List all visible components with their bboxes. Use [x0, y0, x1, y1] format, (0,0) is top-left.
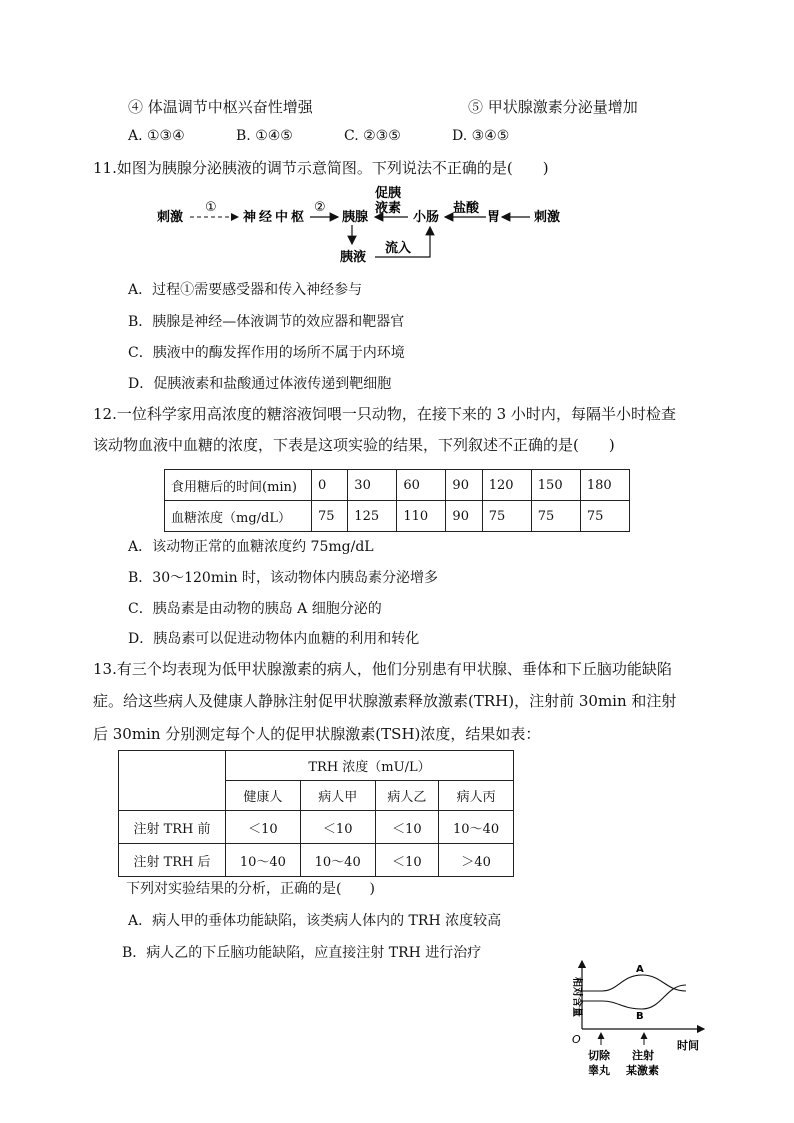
q13-tsh-table: [118, 750, 514, 877]
table-cell: 90: [446, 501, 482, 532]
graph-x-label: 时间: [677, 1039, 699, 1052]
q13-option-a: A．病人甲的垂体功能缺陷，该类病人体内的 TRH 浓度较高: [128, 913, 502, 929]
table-col-header: 病人丙: [439, 781, 514, 811]
q10-choice-a: A. ①③④: [128, 128, 185, 144]
diagram-secretin-top: 促胰: [375, 186, 402, 201]
diagram-label-1: ①: [205, 200, 217, 215]
table-cell: 150: [531, 470, 580, 501]
q11-option-b: B．胰腺是神经—体液调节的效应器和靶器官: [128, 314, 405, 330]
table-col-header: 病人甲: [300, 781, 375, 811]
q12-blood-glucose-table: [164, 469, 630, 532]
table-row: [119, 751, 514, 781]
q12-option-c: C．胰岛素是由动物的胰岛 A 细胞分泌的: [128, 601, 382, 617]
q12-option-d: D．胰岛素可以促进动物体内血糖的利用和转化: [128, 631, 420, 647]
table-cell: ＜10: [226, 811, 301, 844]
q10-option-4: ④ 体温调节中枢兴奋性增强: [128, 98, 313, 116]
graph-event1-line2: 睾丸: [588, 1064, 610, 1077]
q10-choice-d: D. ③④⑤: [452, 128, 510, 144]
q11-option-c: C．胰液中的酶发挥作用的场所不属于内环境: [128, 345, 405, 361]
table-header: TRH 浓度（mU/L）: [226, 751, 514, 781]
q10-choice-c: C. ②③⑤: [344, 128, 401, 144]
table-col-header: 健康人: [226, 781, 301, 811]
graph-origin: O: [572, 1033, 581, 1046]
q10-option-5: ⑤ 甲状腺激素分泌量增加: [468, 98, 638, 116]
diagram-pancreatic-juice: 胰液: [340, 250, 367, 265]
diagram-stimulus-right: 刺激: [534, 210, 561, 225]
hormone-content-graph: [558, 955, 718, 1080]
diagram-hydrochloric-acid: 盐酸: [453, 201, 480, 216]
table-row-label: 注射 TRH 前: [119, 811, 226, 844]
q12-stem-line2: 该动物血液中血糖的浓度，下表是这项实验的结果，下列叙述不正确的是( ): [93, 436, 615, 454]
q13-option-b: B．病人乙的下丘脑功能缺陷，应直接注射 TRH 进行治疗: [122, 945, 482, 961]
graph-event2-line1: 注射: [632, 1049, 654, 1062]
table-cell: 10～40: [300, 844, 375, 877]
table-row-label: 食用糖后的时间(min): [165, 470, 312, 501]
graph-curve-b: [582, 985, 686, 1009]
table-row: [119, 844, 514, 877]
table-cell: 0: [312, 470, 348, 501]
table-cell: 75: [482, 501, 531, 532]
q13-stem-line2: 症。给这些病人及健康人静脉注射促甲状腺激素释放激素(TRH)，注射前 30min 和注射: [93, 692, 677, 710]
table-col-header: 病人乙: [375, 781, 439, 811]
table-row: [119, 811, 514, 844]
table-cell: ＜10: [375, 811, 439, 844]
graph-event2-line2: 某激素: [626, 1064, 659, 1077]
diagram-secretin-bottom: 液素: [375, 201, 402, 216]
diagram-small-intestine: 小肠: [413, 210, 440, 225]
table-cell: 10～40: [439, 811, 514, 844]
table-cell: 125: [348, 501, 397, 532]
q13-analysis: 下列对实验结果的分析，正确的是( ): [126, 881, 375, 897]
diagram-stimulus-left: 刺激: [157, 210, 184, 225]
table-cell: ＞40: [439, 844, 514, 877]
table-cell: 120: [482, 470, 531, 501]
graph-y-label: 相对含量: [571, 977, 582, 1017]
q13-stem-line1: 13.有三个均表现为低甲状腺激素的病人，他们分别患有甲状腺、垂体和下丘脑功能缺陷: [93, 660, 672, 678]
table-row-label: 注射 TRH 后: [119, 844, 226, 877]
diagram-pancreas: 胰腺: [342, 210, 369, 225]
diagram-stomach: 胃: [487, 210, 501, 225]
table-cell: 75: [312, 501, 348, 532]
q11-option-a: A．过程①需要感受器和传入神经参与: [128, 282, 363, 298]
q13-stem-line3: 后 30min 分别测定每个人的促甲状腺激素(TSH)浓度，结果如表：: [93, 725, 541, 743]
graph-curve-a: [582, 975, 686, 991]
q12-option-a: A．该动物正常的血糖浓度约 75mg/dL: [128, 539, 374, 555]
q11-option-d: D．促胰液素和盐酸通过体液传递到靶细胞: [128, 376, 392, 392]
q12-stem-line1: 12.一位科学家用高浓度的糖溶液饲喂一只动物，在接下来的 3 小时内，每隔半小时检查: [93, 405, 676, 423]
table-cell: 60: [397, 470, 446, 501]
table-row: [165, 501, 630, 532]
table-cell: ＜10: [300, 811, 375, 844]
table-cell: ＜10: [375, 844, 439, 877]
table-row-label: 血糖浓度（mg/dL）: [165, 501, 312, 532]
graph-event1-line1: 切除: [588, 1049, 610, 1062]
diagram-label-2: ②: [314, 200, 326, 215]
table-cell: 75: [531, 501, 580, 532]
table-cell: 10～40: [226, 844, 301, 877]
table-cell: 75: [580, 501, 629, 532]
table-cell: 30: [348, 470, 397, 501]
table-cell: 90: [446, 470, 482, 501]
diagram-flow-in: 流入: [385, 241, 412, 256]
graph-label-b: B: [636, 1011, 644, 1022]
table-cell: 110: [397, 501, 446, 532]
q11-regulation-diagram: [0, 182, 794, 272]
graph-label-a: A: [636, 964, 644, 975]
diagram-nerve-center: 神经中枢: [243, 210, 308, 225]
q11-stem: 11.如图为胰腺分泌胰液的调节示意简图。下列说法不正确的是( ): [93, 159, 549, 177]
table-corner: [119, 751, 226, 811]
q12-option-b: B．30～120min 时，该动物体内胰岛素分泌增多: [128, 570, 439, 586]
q10-choice-b: B. ①④⑤: [236, 128, 293, 144]
table-cell: 180: [580, 470, 629, 501]
table-row: [165, 470, 630, 501]
